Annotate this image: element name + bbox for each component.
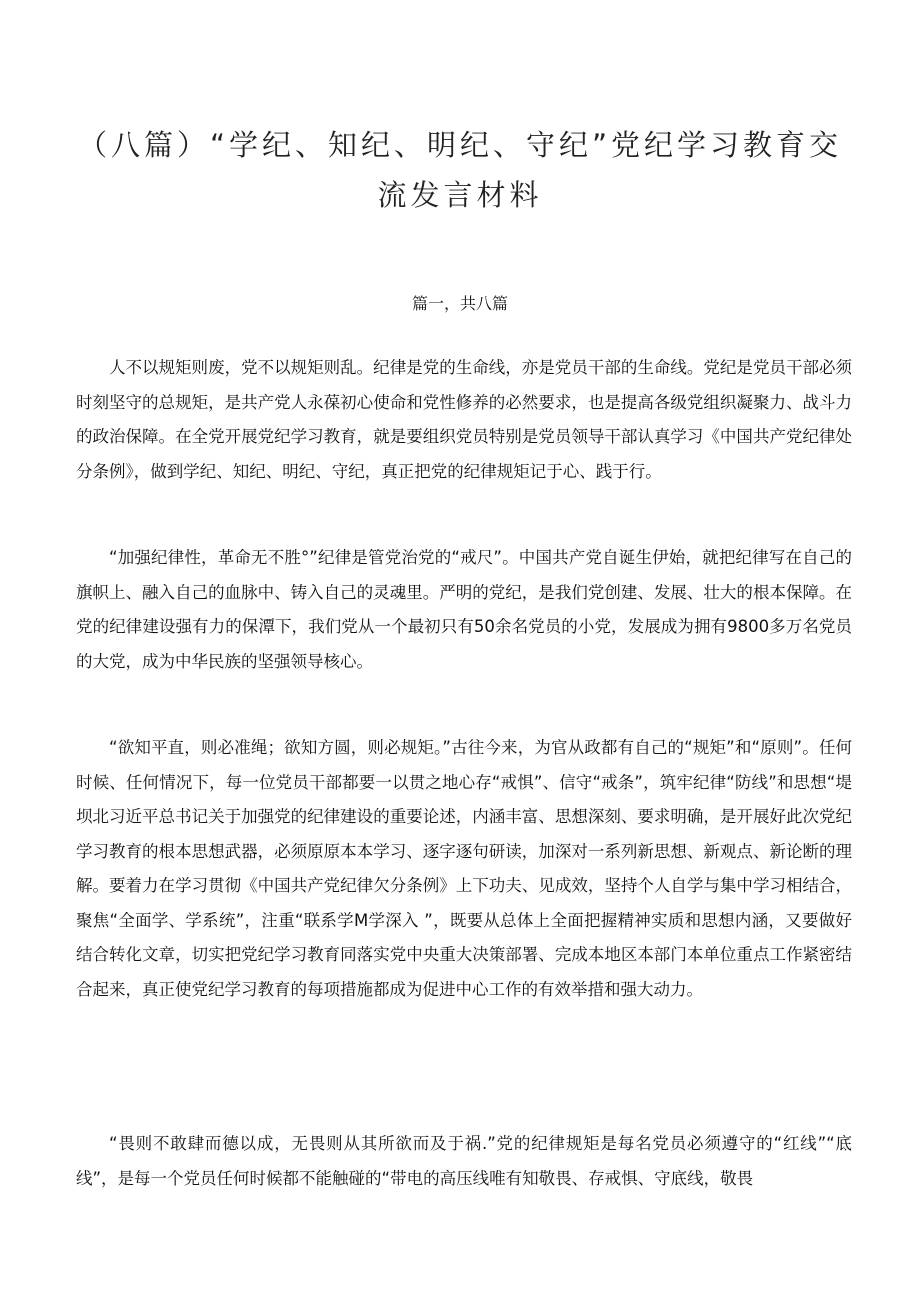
document-title: （八篇）“学纪、知纪、明纪、守纪”党纪学习教育交流发言材料 [77, 128, 843, 212]
body-paragraph: 人不以规矩则废，党不以规矩则乱。纪律是党的生命线，亦是党员干部的生命线。党纪是党员干部必须时刻坚守的总规矩，是共产党人永葆初心使命和党性修养的必然要求，也是提高各级党组织凝聚力、战斗力的政治保障。在全党开展党纪学习教育，就是要组织党员特别是党员领导干部认真学习《中国共产党纪律处分条例》，做到学纪、知纪、明纪、守纪，真正把党的纪律规矩记于心、践于行。 [76, 358, 852, 481]
body-paragraph: “畏则不敢肆而德以成，无畏则从其所欲而及于祸.”党的纪律规矩是每名党员必须遵守的“红线”“底线”，是每一个党员任何时候都不能触碰的“带电的高压线唯有知敬畏、存戒惧、守底线，敬畏 [76, 1134, 852, 1188]
body-paragraph: “加强纪律性，革命无不胜°”纪律是管党治党的“戒尺”。中国共产党自诞生伊始，就把纪律写在自己的旗帜上、融入自己的血脉中、铸入自己的灵魂里。严明的党纪，是我们党创建、发展、壮大的根本保障。在党的纪律建设强有力的保潭下，我们党从一个最初只有50余名党员的小党，发展成为拥有9800多万名党员的大党，成为中华民族的坚强领导核心。 [76, 548, 852, 671]
body-paragraph: “欲知平直，则必准绳；欲知方圆，则必规矩。”古往今来，为官从政都有自己的“规矩”和“原则”。任何时候、任何情况下，每一位党员干部都要一以贯之地心存“戒惧”、信守“戒条”，筑牢纪律“防线”和思想“堤坝北习近平总书记关于加强党的纪律建设的重要论述，内涵丰富、思想深刻、要求明确，是开展好此次党纪学习教育的根本思想武器，必须原原本本学习、逐字逐句研读，加深对一系列新思想、新观点、新论断的理解。要着力在学习贯彻《中国共产党纪律欠分条例》上下功夫、见成效，坚持个人自学与集中学习相结合，聚焦“全面学、学系统”，注重“联系学M学深入 ”，既要从总体上全面把握精神实质和思想内涵，又要做好结合转化文章，切实把党纪学习教育同落实党中央重大决策部署、完成本地区本部门本单位重点工作紧密结合起来，真正使党纪学习教育的每项措施都成为促进中心工作的有效举措和强大动力。 [76, 738, 852, 999]
section-heading: 篇一，共八篇 [411, 294, 508, 313]
